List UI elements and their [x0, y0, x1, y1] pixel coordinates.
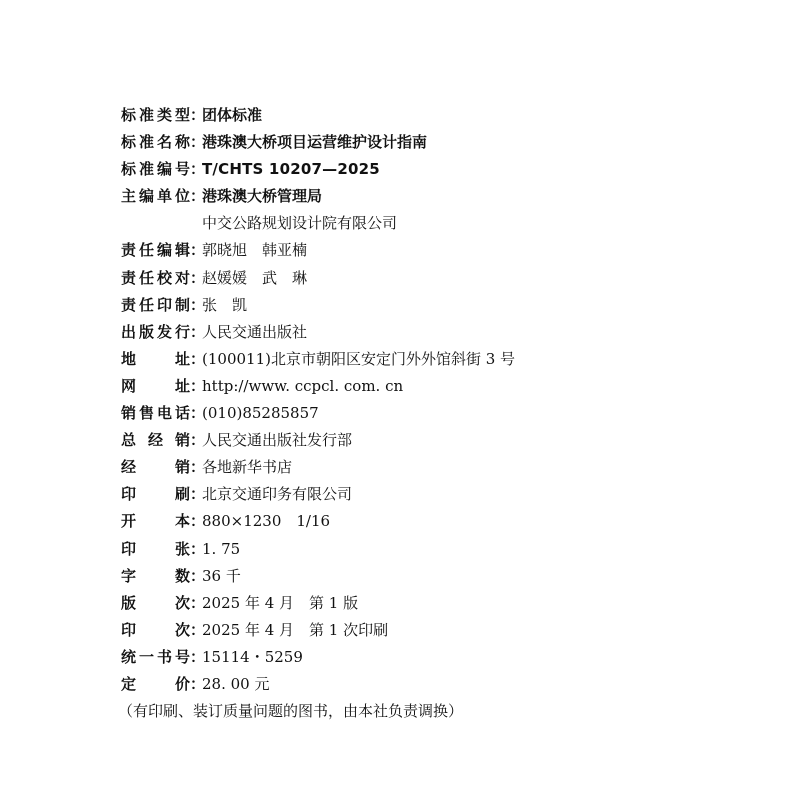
general-distributor-label: 总经销 — [121, 431, 190, 450]
sheets-colon: ： — [190, 539, 206, 558]
website-label: 网 址 — [121, 376, 190, 395]
responsible-proofreader-row — [121, 265, 721, 292]
printer-colon: ： — [190, 485, 206, 504]
responsible-printing-row — [121, 292, 721, 319]
website-colon: ： — [190, 376, 206, 395]
printer-label: 印 刷 — [121, 485, 190, 504]
impression-colon: ： — [190, 620, 206, 639]
sheets-label: 印 张 — [121, 539, 190, 558]
price-row — [121, 671, 721, 698]
standard-name-row — [121, 129, 721, 156]
unified-book-number-value: 15114・5259 — [202, 647, 303, 666]
format-row — [121, 508, 721, 535]
standard-name-colon: ： — [190, 133, 206, 152]
quality-notice: （有印刷、装订质量问题的图书，由本社负责调换） — [118, 702, 464, 721]
responsible-editor-label: 责任编辑 — [121, 241, 190, 260]
printer-row — [121, 481, 721, 508]
word-count-colon: ： — [190, 566, 206, 585]
impression-label: 印 次 — [121, 620, 190, 639]
sales-phone-value: (010)85285857 — [202, 404, 319, 423]
standard-number-row — [121, 156, 721, 183]
impression-value: 2025 年 4 月 第 1 次印刷 — [202, 620, 389, 639]
distributor-row — [121, 454, 721, 481]
edition-colon: ： — [190, 593, 206, 612]
price-label: 定 价 — [121, 674, 190, 693]
unified-book-number-row — [121, 644, 721, 671]
word-count-label: 字 数 — [121, 566, 190, 585]
editor-units-row — [121, 183, 721, 210]
standard-type-value: 团体标准 — [202, 106, 263, 124]
website-value: http://www. ccpcl. com. cn — [202, 376, 404, 395]
editor-units-row-2 — [121, 210, 721, 237]
website-row — [121, 373, 721, 400]
standard-name-label: 标准名称 — [121, 133, 190, 152]
colophon-block — [118, 102, 721, 725]
editor-units-colon: ： — [190, 187, 206, 206]
responsible-editor-value: 郭晓旭 韩亚楠 — [202, 241, 308, 260]
sales-phone-label: 销售电话 — [121, 404, 190, 423]
word-count-row — [121, 563, 721, 590]
unified-book-number-label: 统一书号 — [121, 647, 190, 666]
editor-unit-2: 中交公路规划设计院有限公司 — [202, 214, 398, 233]
price-value: 28. 00 元 — [202, 674, 270, 693]
standard-type-label: 标准类型 — [121, 106, 190, 124]
edition-label: 版 次 — [121, 593, 190, 612]
sales-phone-colon: ： — [190, 404, 206, 423]
format-value: 880×1230 1/16 — [202, 512, 331, 531]
printer-value: 北京交通印务有限公司 — [202, 485, 353, 504]
format-colon: ： — [190, 512, 206, 531]
responsible-proofreader-colon: ： — [190, 268, 206, 287]
standard-number-label: 标准编号 — [121, 160, 190, 179]
address-colon: ： — [190, 349, 206, 368]
publisher-value: 人民交通出版社 — [202, 322, 308, 341]
responsible-editor-colon: ： — [190, 241, 206, 260]
distributor-label: 经 销 — [121, 458, 190, 477]
responsible-proofreader-label: 责任校对 — [121, 268, 190, 287]
general-distributor-value: 人民交通出版社发行部 — [202, 431, 353, 450]
address-label: 地 址 — [121, 349, 190, 368]
responsible-editor-row — [121, 237, 721, 264]
standard-number-colon: ： — [190, 160, 206, 179]
distributor-colon: ： — [190, 458, 206, 477]
standard-number-value: T/CHTS 10207—2025 — [202, 160, 380, 179]
sales-phone-row — [121, 400, 721, 427]
responsible-printing-colon: ： — [190, 295, 206, 314]
editor-unit-1: 港珠澳大桥管理局 — [202, 187, 323, 206]
address-row — [121, 346, 721, 373]
publisher-row — [121, 319, 721, 346]
publisher-colon: ： — [190, 322, 206, 341]
standard-type-row — [121, 102, 721, 129]
responsible-printing-value: 张 凯 — [202, 295, 248, 314]
edition-row — [121, 590, 721, 617]
responsible-printing-label: 责任印制 — [121, 295, 190, 314]
unified-book-number-colon: ： — [190, 647, 206, 666]
sheets-value: 1. 75 — [202, 539, 241, 558]
impression-row — [121, 617, 721, 644]
sheets-row — [121, 536, 721, 563]
word-count-value: 36 千 — [202, 566, 241, 585]
format-label: 开 本 — [121, 512, 190, 531]
responsible-proofreader-value: 赵媛媛 武 琳 — [202, 268, 308, 287]
edition-value: 2025 年 4 月 第 1 版 — [202, 593, 359, 612]
standard-name-value: 港珠澳大桥项目运营维护设计指南 — [202, 133, 428, 152]
general-distributor-colon: ： — [190, 431, 206, 450]
standard-type-colon: ： — [190, 106, 206, 124]
address-value: (100011)北京市朝阳区安定门外外馆斜街 3 号 — [202, 349, 516, 368]
price-colon: ： — [190, 674, 206, 693]
editor-units-label: 主编单位 — [121, 187, 190, 206]
distributor-value: 各地新华书店 — [202, 458, 293, 477]
publisher-label: 出版发行 — [121, 322, 190, 341]
general-distributor-row — [121, 427, 721, 454]
